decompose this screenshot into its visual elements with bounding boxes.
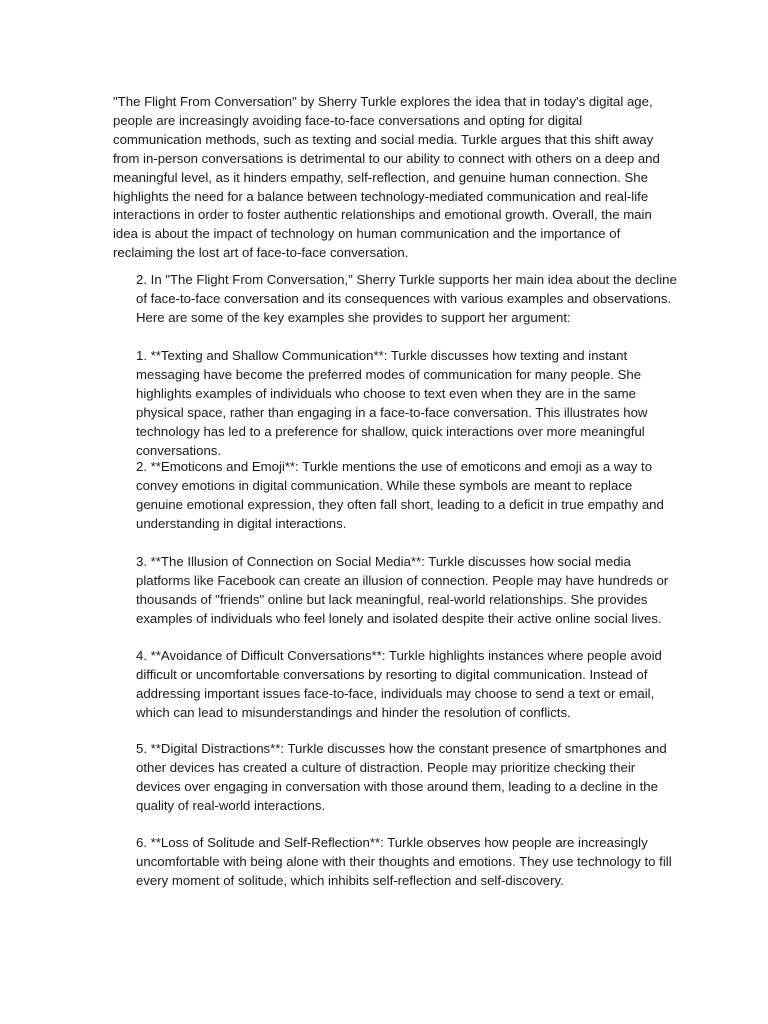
example-paragraph-3: 3. **The Illusion of Connection on Social Media**: Turkle discusses how social media platforms like Facebook can create an illusion of connection. People may have hundreds or thousands of "friends" online but lack meaningful, real-world relationships. She provides examples of individuals who feel lonely and isolated despite their active online social lives.	[136, 554, 669, 626]
intro-paragraph: 2. In "The Flight From Conversation," Sherry Turkle supports her main idea about the decline of face-to-face conversation and its consequences with various examples and observations. Here are some of the key examples she provides to support her argument:	[136, 272, 677, 325]
summary-paragraph: "The Flight From Conversation" by Sherry Turkle explores the idea that in today's digital age, people are increasingly avoiding face-to-face conversations and opting for digital communication methods, such as texting and social media. Turkle argues that this shift away from in-person conversations is detrimental to our ability to connect with others on a deep and meaningful level, as it hinders empathy, self-reflection, and genuine human connection. She highlights the need for a balance between technology-mediated communication and real-life interactions in order to foster authentic relationships and emotional growth. Overall, the main idea is about the impact of technology on human communication and the importance of reclaiming the lost art of face-to-face conversation.	[113, 94, 660, 261]
example-paragraph-2: 2. **Emoticons and Emoji**: Turkle mentions the use of emoticons and emoji as a way to convey emotions in digital communication. While these symbols are meant to replace genuine emotional expression, they often fall short, leading to a deficit in true empathy and understanding in digital interactions.	[136, 459, 664, 531]
example-paragraph-6: 6. **Loss of Solitude and Self-Reflection**: Turkle observes how people are increasingly uncomfortable with being alone with their thoughts and emotions. They use technology to fill every moment of solitude, which inhibits self-reflection and self-discovery.	[136, 835, 672, 888]
example-paragraph-5: 5. **Digital Distractions**: Turkle discusses how the constant presence of smartphones and other devices has created a culture of distraction. People may prioritize checking their devices over engaging in conversation with those around them, leading to a decline in the quality of real-world interactions.	[136, 741, 667, 813]
example-paragraph-1: 1. **Texting and Shallow Communication**: Turkle discusses how texting and instant messaging have become the preferred modes of communication for many people. She highlights examples of individuals who choose to text even when they are in the same physical space, rather than engaging in a face-to-face conversation. This illustrates how technology has led to a preference for shallow, quick interactions over more meaningful conversations.	[136, 348, 648, 458]
example-paragraph-4: 4. **Avoidance of Difficult Conversations**: Turkle highlights instances where people avoid difficult or uncomfortable conversations by resorting to digital communication. Instead of addressing important issues face-to-face, individuals may choose to send a text or email, which can lead to misunderstandings and hinder the resolution of conflicts.	[136, 648, 662, 720]
